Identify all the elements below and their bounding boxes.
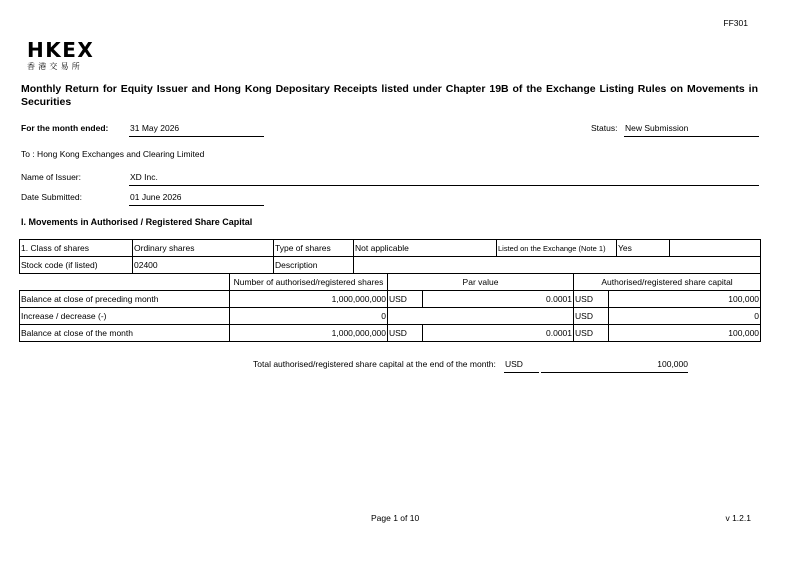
form-code: FF301 — [723, 18, 748, 28]
row-shares: 1,000,000,000 — [230, 291, 388, 308]
status-label: Status: — [591, 123, 618, 133]
listed-value: Yes — [617, 240, 670, 257]
month-ended-value: 31 May 2026 — [129, 123, 264, 137]
status-value: New Submission — [624, 123, 759, 137]
version-label: v 1.2.1 — [725, 513, 751, 523]
class-value: Ordinary shares — [133, 240, 274, 257]
row-shares: 0 — [230, 308, 388, 325]
row-label: Balance at close of the month — [20, 325, 230, 342]
logo-english: HKEX — [27, 38, 95, 62]
issuer-label: Name of Issuer: — [21, 172, 81, 182]
row-par-value: 0.0001 — [423, 291, 574, 308]
logo-chinese: 香港交易所 — [27, 62, 83, 71]
row-par-currency: USD — [388, 291, 423, 308]
row-par-blank — [388, 308, 574, 325]
page-title: Monthly Return for Equity Issuer and Hong Kong Depositary Receipts listed under Chapter 19B of the Exchange Listing Rules on Movements in Securities — [21, 83, 758, 108]
row-label: Balance at close of preceding month — [20, 291, 230, 308]
row-shares: 1,000,000,000 — [230, 325, 388, 342]
movements-header-row — [20, 274, 761, 291]
recipient-line: To : Hong Kong Exchanges and Clearing Limited — [21, 149, 205, 159]
total-label: Total authorised/registered share capital at the end of the month: — [253, 359, 496, 369]
hkex-logo — [27, 40, 94, 72]
class-of-shares-table — [19, 239, 761, 274]
date-submitted-value: 01 June 2026 — [129, 192, 264, 206]
listed-blank — [670, 240, 761, 257]
month-ended-label: For the month ended: — [21, 123, 109, 133]
listed-label: Listed on the Exchange (Note 1) — [497, 240, 617, 257]
total-currency: USD — [504, 359, 539, 373]
description-label: Description — [274, 257, 354, 274]
row-capital: 0 — [609, 308, 761, 325]
type-label: Type of shares — [274, 240, 354, 257]
row-capital-currency: USD — [574, 325, 609, 342]
header-capital: Authorised/registered share capital — [574, 274, 761, 291]
row-label: Increase / decrease (-) — [20, 308, 230, 325]
row-par-value: 0.0001 — [423, 325, 574, 342]
table-row — [20, 325, 761, 342]
header-par: Par value — [388, 274, 574, 291]
description-value — [354, 257, 761, 274]
row-par-currency: USD — [388, 325, 423, 342]
row-capital-currency: USD — [574, 291, 609, 308]
row-capital-currency: USD — [574, 308, 609, 325]
stock-code-row — [20, 257, 761, 274]
type-value: Not applicable — [354, 240, 497, 257]
stock-code-label: Stock code (if listed) — [20, 257, 133, 274]
row-capital: 100,000 — [609, 291, 761, 308]
issuer-value: XD Inc. — [129, 172, 759, 186]
section-title: I. Movements in Authorised / Registered Share Capital — [21, 217, 253, 227]
row-capital: 100,000 — [609, 325, 761, 342]
class-label: 1. Class of shares — [20, 240, 133, 257]
page-number: Page 1 of 10 — [371, 513, 420, 523]
date-submitted-label: Date Submitted: — [21, 192, 82, 202]
stock-code-value: 02400 — [133, 257, 274, 274]
header-shares: Number of authorised/registered shares — [230, 274, 388, 291]
total-value: 100,000 — [541, 359, 688, 373]
class-row — [20, 240, 761, 257]
header-blank — [20, 274, 230, 291]
table-row — [20, 308, 761, 325]
table-row — [20, 291, 761, 308]
movements-table — [19, 273, 761, 342]
